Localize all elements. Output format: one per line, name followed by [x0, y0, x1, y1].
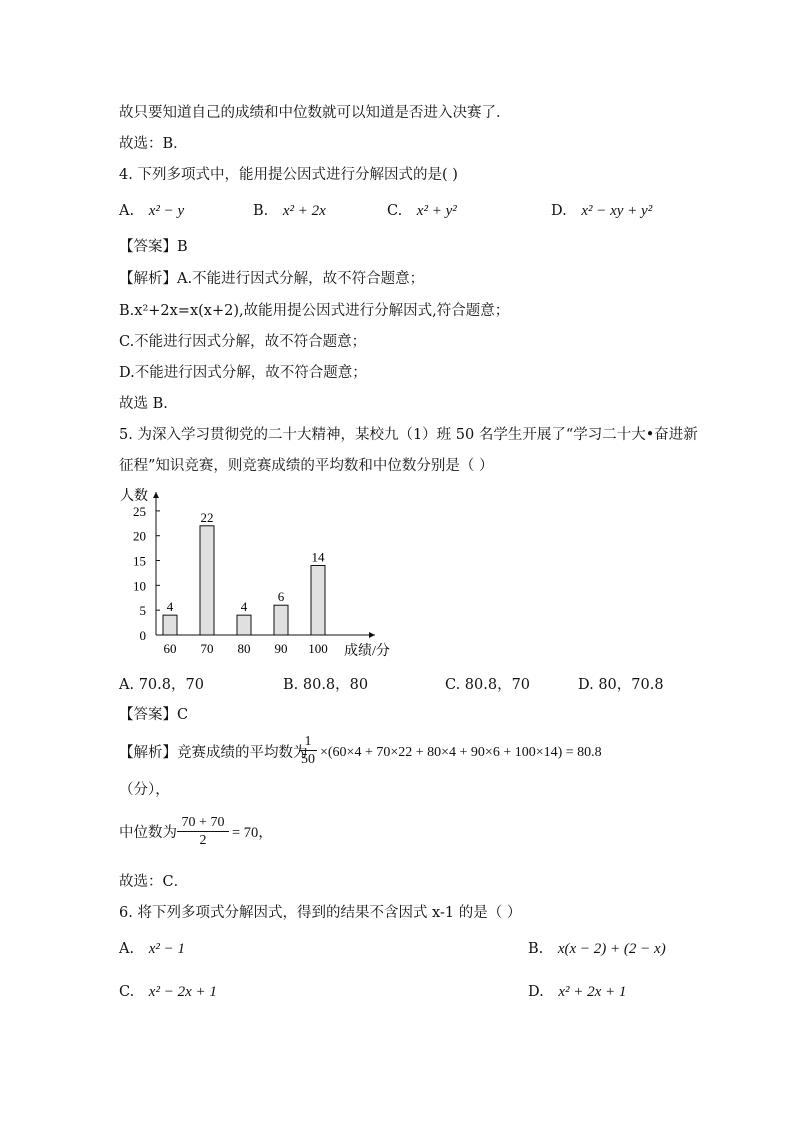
score-bar-chart [110, 484, 410, 662]
x-tick-label: 100 [308, 641, 328, 656]
mean-fraction [299, 733, 317, 768]
y-tick-label: 25 [133, 503, 146, 519]
q4-option-a-label: A. [119, 203, 135, 219]
q4-analysis-line-5: 故选 B. [119, 396, 168, 412]
q6-option-d [528, 983, 626, 1001]
y-tick-label: 0 [139, 628, 146, 643]
y-axis-label: 人数 [120, 489, 148, 504]
y-tick-label: 20 [133, 528, 146, 544]
q5-answer: 【答案】C [119, 707, 189, 723]
q4-answer: 【答案】B [119, 239, 188, 255]
q6-option-a-expr: x² − 1 [148, 941, 185, 957]
x-tick-label: 80 [237, 641, 251, 656]
bar [311, 566, 325, 636]
q5-unit-line: （分）， [119, 782, 170, 798]
q4-option-b [253, 202, 326, 220]
q4-option-a-expr: x² − y [148, 203, 185, 219]
q4-option-b-expr: x² + 2x [282, 203, 326, 219]
q4-option-c-label: C. [387, 203, 403, 219]
q4-option-c [387, 202, 457, 220]
choose-b-line: 故选：B． [119, 136, 188, 152]
mean-fraction-numerator: 1 [299, 733, 317, 751]
median-fraction-denominator: 2 [199, 833, 207, 848]
q6-option-c [119, 983, 217, 1001]
q4-option-d-label: D. [551, 203, 567, 219]
bar [237, 615, 251, 635]
y-axis-arrow [153, 492, 159, 498]
q6-option-b-label: B. [528, 941, 544, 957]
y-tick-label: 10 [133, 578, 146, 594]
q5-choose: 故选：C． [119, 874, 189, 890]
q5-option-d: D. 80，70.8 [578, 677, 664, 693]
median-fraction [177, 814, 229, 849]
q6-option-b-expr: x(x − 2) + (2 − x) [557, 941, 666, 957]
q4-option-d-expr: x² − xy + y² [581, 203, 653, 219]
q5-option-b: B. 80.8，80 [283, 677, 369, 693]
q5-stem-line-1: 5. 为深入学习贯彻党的二十大精神，某校九（1）班 50 名学生开展了“学习二十大•奋进新 [119, 427, 698, 443]
bar-data-label: 14 [311, 549, 325, 565]
q4-option-d [551, 202, 652, 220]
x-tick-label: 70 [200, 641, 214, 656]
q5-option-c: C. 80.8，70 [445, 677, 531, 693]
x-tick-label: 60 [163, 641, 177, 656]
q4-option-a [119, 202, 184, 220]
q4-analysis-line-1: 【解析】A.不能进行因式分解，故不符合题意； [119, 271, 425, 287]
mean-fraction-denominator: 50 [301, 752, 315, 767]
q4-analysis-line-4: D.不能进行因式分解，故不符合题意； [119, 365, 367, 381]
q4-stem: 4. 下列多项式中，能用提公因式进行分解因式的是( ) [119, 167, 458, 183]
intro-line: 故只要知道自己的成绩和中位数就可以知道是否进入决赛了． [119, 105, 511, 121]
bar [200, 526, 214, 635]
y-tick-label: 5 [139, 603, 146, 619]
median-fraction-numerator: 70 + 70 [177, 814, 229, 832]
bar-data-label: 4 [240, 599, 248, 615]
q5-median-prefix: 中位数为 [119, 825, 177, 841]
q5-option-a: A. 70.8，70 [119, 677, 204, 693]
bar [274, 605, 288, 635]
x-axis-arrow [369, 632, 375, 638]
median-result: = 70， [232, 825, 273, 841]
bar-data-label: 6 [277, 589, 285, 605]
mean-expression: ×(60×4 + 70×22 + 80×4 + 90×6 + 100×14) = 80.8 [320, 745, 602, 760]
q5-analysis-prefix: 【解析】竞赛成绩的平均数为 [119, 745, 308, 761]
q4-analysis-line-2: B.x²+2x=x(x+2),故能用提公因式进行分解因式,符合题意； [119, 303, 510, 319]
q6-option-d-expr: x² + 2x + 1 [558, 984, 627, 1000]
q6-option-d-label: D. [528, 984, 544, 1000]
q6-option-c-label: C. [119, 984, 135, 1000]
bar-data-label: 4 [166, 599, 174, 615]
q4-analysis-line-3: C.不能进行因式分解，故不符合题意； [119, 334, 367, 350]
y-tick-label: 15 [133, 553, 146, 569]
q5-stem-line-2: 征程”知识竞赛，则竞赛成绩的平均数和中位数分别是（ ） [119, 458, 494, 474]
x-axis-label: 成绩/分 [344, 644, 390, 659]
q4-option-c-expr: x² + y² [416, 203, 457, 219]
q6-option-a-label: A. [119, 941, 135, 957]
bar [163, 615, 177, 635]
bar-data-label: 22 [200, 509, 214, 525]
q6-stem: 6. 将下列多项式分解因式，得到的结果不含因式 x-1 的是（ ） [119, 905, 522, 921]
q6-option-a [119, 940, 185, 958]
x-tick-label: 90 [274, 641, 288, 656]
q4-option-b-label: B. [253, 203, 269, 219]
q6-option-c-expr: x² − 2x + 1 [148, 984, 217, 1000]
q6-option-b [528, 940, 666, 958]
